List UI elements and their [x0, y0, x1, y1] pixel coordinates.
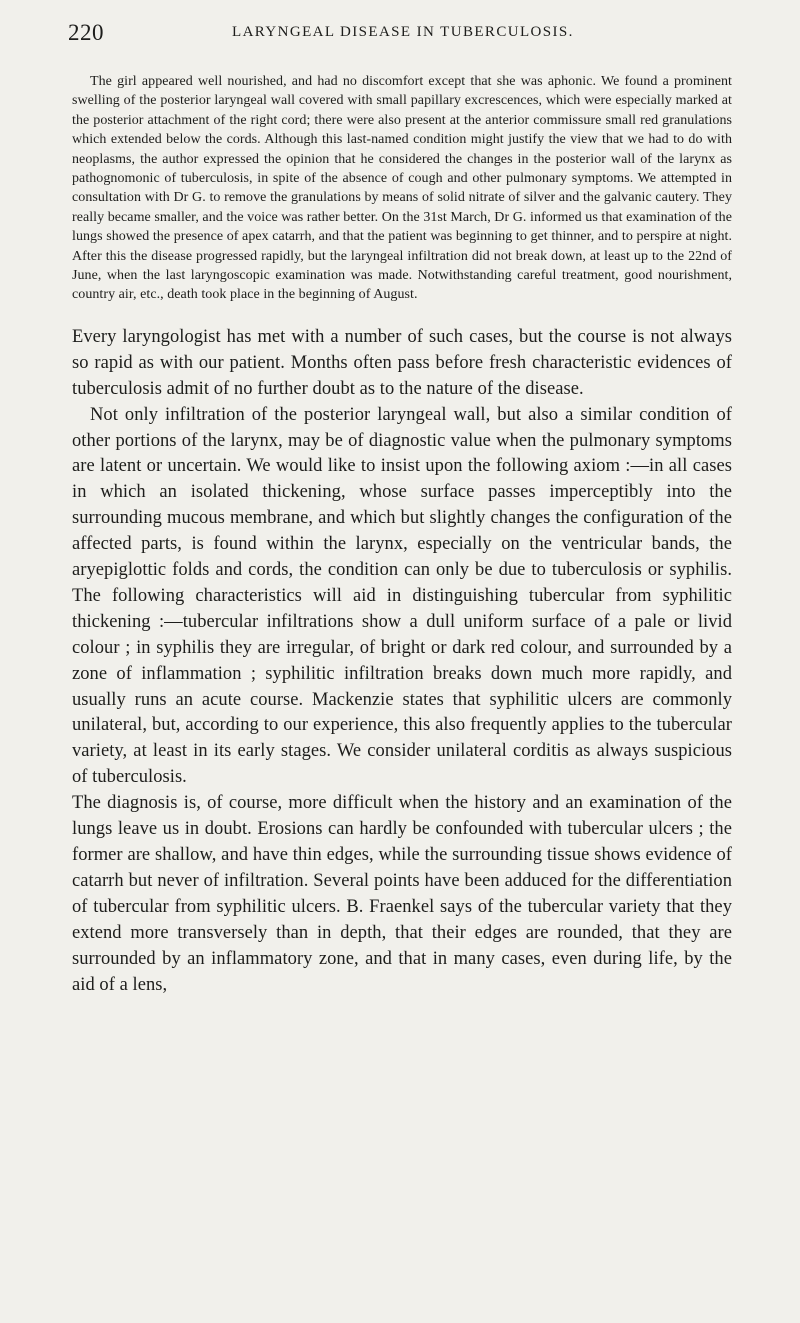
body-paragraph-1: Every laryngologist has met with a number of such cases, but the course is not always so rapid as with our patient. Months often pass before fresh characteristic evidences of tuberculosis admit of no further doubt as to the nature of the disease. [72, 326, 732, 399]
body-paragraph-2: Not only infiltration of the posterior laryngeal wall, but also a similar condition of other portions of the larynx, may be of diagnostic value when the pulmonary symptoms are latent or uncertain. We would like to insist upon the following axiom :—in all cases in which an isolated thickening, whose surface passes imperceptibly into the surrounding mucous membrane, and which but slightly changes the configuration of the affected parts, is found within the larynx, especially on the ventricular bands, the aryepiglottic folds and cords, the condition can only be due to tuberculosis or syphilis. The following characteristics will aid in distinguishing tubercular from syphilitic thickening :—tubercular infiltrations show a dull uniform surface of a pale or livid colour ; in syphilis they are irregular, of bright or dark red colour, and surrounded by a zone of inflammation ; syphilitic infiltration breaks down much more rapidly, and usually runs an acute course. Mackenzie states that syphilitic ulcers are commonly unilateral, but, according to our experience, this also frequently applies to the tubercular variety, at least in its early stages. We consider unilateral corditis as always suspicious of tuberculosis. [72, 404, 732, 788]
running-head: LARYNGEAL DISEASE IN TUBERCULOSIS. [232, 24, 574, 40]
case-report-paragraph: The girl appeared well nourished, and had no discomfort except that she was aphonic. We found a prominent swelling of the posterior laryngeal wall covered with small papillary excrescences, which were especially marked at the posterior attachment of the right cord; there were also present at the anterior commissure small red granulations which extended below the cords. Although this last-named condition might justify the view that we had to do with neoplasms, the author expressed the opinion that he considered the changes in the posterior wall of the larynx as pathognomonic of tuberculosis, in spite of the absence of cough and other pulmonary symptoms. We attempted in consultation with Dr G. to remove the granulations by means of solid nitrate of silver and the galvanic cautery. They really became smaller, and the voice was rather better. On the 31st March, Dr G. informed us that examination of the lungs showed the presence of apex catarrh, and that the patient was beginning to get thinner, and to perspire at night. After this the disease progressed rapidly, but the laryngeal infiltration did not break down, at least up to the 22nd of June, when the last laryngoscopic examination was made. Notwithstanding careful treatment, good nourishment, country air, etc., death took place in the beginning of August. [72, 74, 732, 303]
book-page [68, 20, 732, 998]
page-number: 220 [68, 20, 104, 45]
page-header [68, 20, 732, 56]
body-paragraph-3: The diagnosis is, of course, more difficult when the history and an examination of the lungs leave us in doubt. Erosions can hardly be confounded with tubercular ulcers ; the former are shallow, and have thin edges, while the surrounding tissue shows evidence of catarrh but never of infiltration. Several points have been adduced for the differentiation of tubercular from syphilitic ulcers. B. Fraenkel says of the tubercular variety that they extend more transversely than in depth, that their edges are rounded, that they are surrounded by an inflammatory zone, and that in many cases, even during life, by the aid of a lens, [72, 793, 732, 995]
